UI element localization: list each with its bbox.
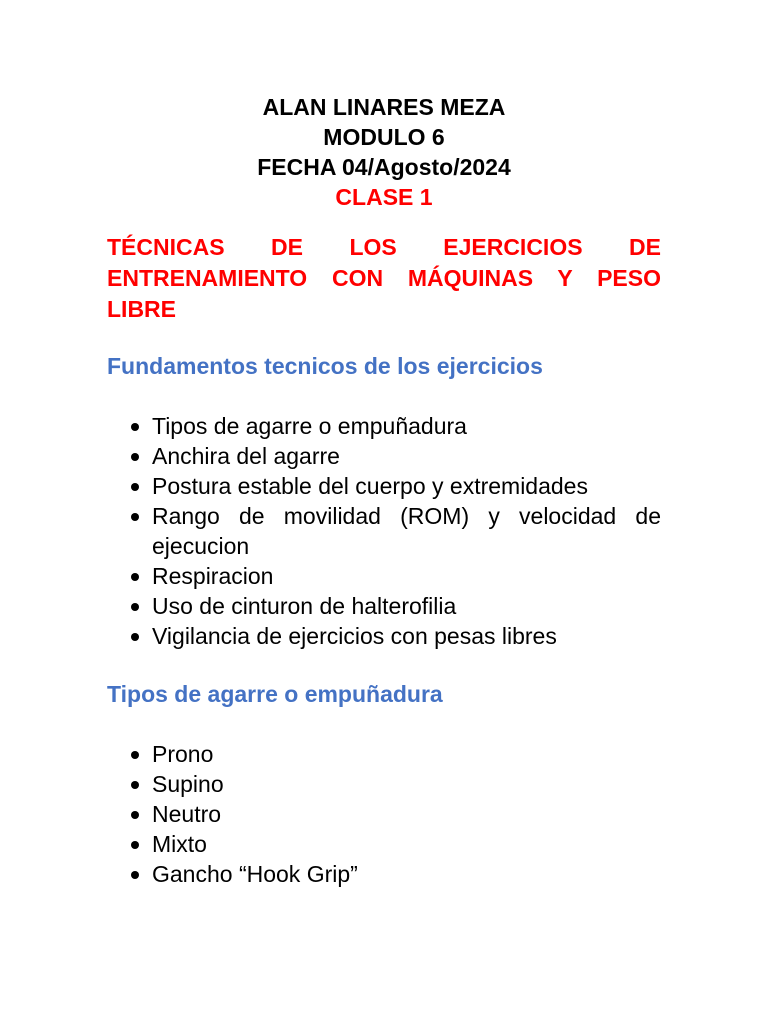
list-item-text: Vigilancia de ejercicios con pesas libres <box>152 623 557 649</box>
list-item <box>107 769 661 799</box>
section-heading-agarre: Tipos de agarre o empuñadura <box>107 681 443 707</box>
list-item-text: Uso de cinturon de halterofilia <box>152 593 457 619</box>
list-item <box>107 591 661 621</box>
list-item <box>107 829 661 859</box>
agarre-list <box>107 739 661 889</box>
bullet-icon <box>131 573 139 581</box>
bullet-icon <box>131 483 139 491</box>
list-item <box>107 859 661 889</box>
bullet-icon <box>131 841 139 849</box>
bullet-icon <box>131 751 139 759</box>
list-item <box>107 501 661 561</box>
list-item-text: Rango de movilidad (ROM) y velocidad de ejecucion <box>152 503 661 559</box>
list-item-text: Postura estable del cuerpo y extremidades <box>152 473 588 499</box>
list-item <box>107 411 661 441</box>
list-item <box>107 799 661 829</box>
list-item <box>107 561 661 591</box>
list-item-text: Anchira del agarre <box>152 443 340 469</box>
author-name: ALAN LINARES MEZA <box>262 94 506 120</box>
bullet-icon <box>131 781 139 789</box>
section-heading-fundamentos: Fundamentos tecnicos de los ejercicios <box>107 353 543 379</box>
list-item <box>107 739 661 769</box>
list-item-text: Supino <box>152 771 224 797</box>
list-item-text: Tipos de agarre o empuñadura <box>152 413 467 439</box>
document-title: TÉCNICAS DE LOS EJERCICIOS DE ENTRENAMIENTO CON MÁQUINAS Y PESO LIBRE <box>107 234 661 322</box>
document-header <box>107 92 661 212</box>
list-item-text: Mixto <box>152 831 207 857</box>
fundamentos-list <box>107 411 661 651</box>
bullet-icon <box>131 453 139 461</box>
list-item-text: Prono <box>152 741 214 767</box>
list-item-text: Neutro <box>152 801 222 827</box>
list-item-text: Gancho “Hook Grip” <box>152 861 358 887</box>
bullet-icon <box>131 423 139 431</box>
class-label: CLASE 1 <box>335 184 433 210</box>
bullet-icon <box>131 603 139 611</box>
bullet-icon <box>131 871 139 879</box>
date-label: FECHA 04/Agosto/2024 <box>257 154 511 180</box>
bullet-icon <box>131 633 139 641</box>
bullet-icon <box>131 513 139 521</box>
list-item <box>107 621 661 651</box>
list-item <box>107 471 661 501</box>
list-item-text: Respiracion <box>152 563 274 589</box>
bullet-icon <box>131 811 139 819</box>
list-item <box>107 441 661 471</box>
module-label: MODULO 6 <box>323 124 445 150</box>
